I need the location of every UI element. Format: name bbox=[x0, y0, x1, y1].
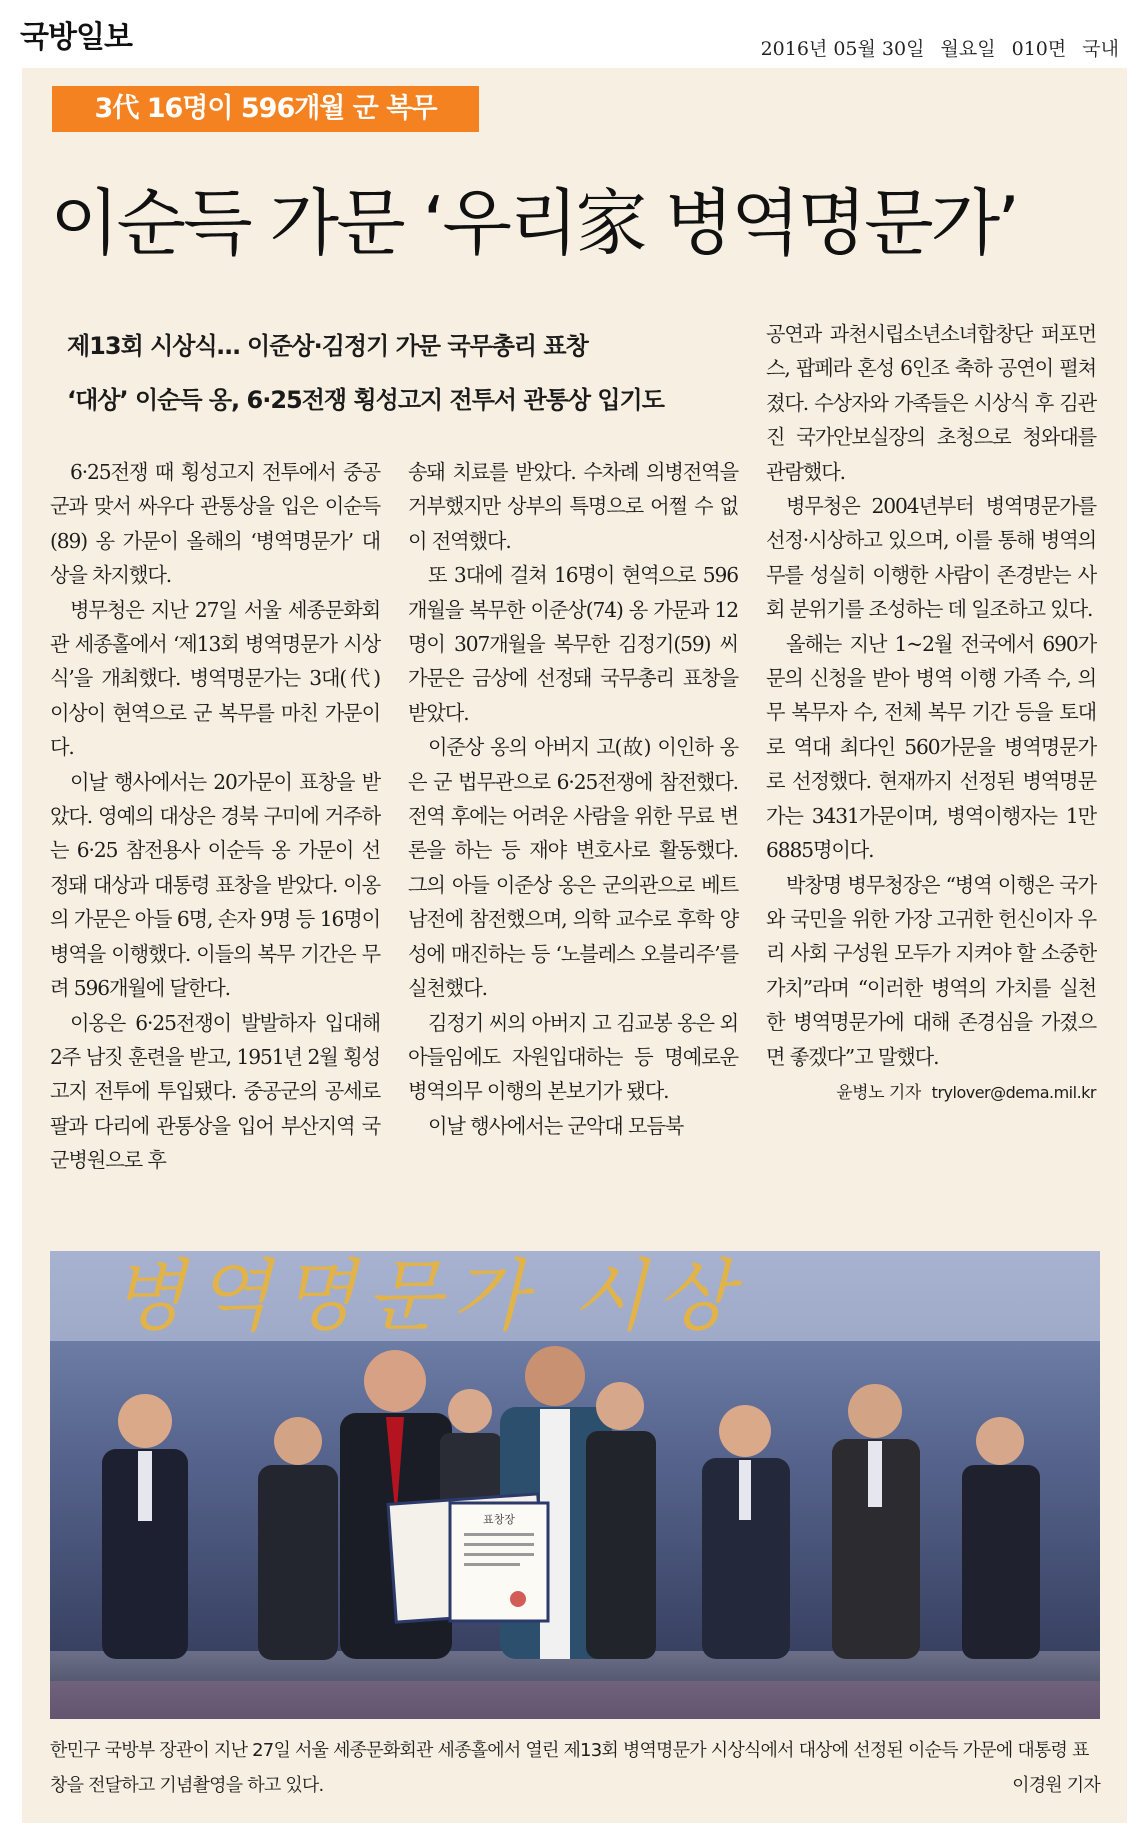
reporter-name: 윤병노 기자 bbox=[836, 1082, 921, 1103]
subheadline-2: ‘대상’ 이순득 옹, 6·25전쟁 횡성고지 전투서 관통상 입기도 bbox=[67, 386, 664, 414]
paragraph: 박창명 병무청장은 “병역 이행은 국가와 국민을 위한 가장 고귀한 헌신이자 우리 사회 구성원 모두가 지켜야 할 소중한 가치”라며 “이러한 병역의 가치를 실천한 병역명문가에 대해 존경심을 가졌으면 좋겠다”고 말했다. bbox=[766, 872, 1096, 1069]
paragraph: 공연과 과천시립소년소녀합창단 퍼포먼스, 팝페라 혼성 6인조 축하 공연이 펼쳐졌다. 수상자와 가족들은 시상식 후 김관진 국가안보실장의 초청으로 청와대를 관람했다. bbox=[766, 322, 1096, 484]
award-certificate bbox=[388, 1494, 548, 1622]
headline: 이순득 가문 ‘우리家 병역명문가’ bbox=[50, 181, 1018, 265]
subheadline-1: 제13회 시상식… 이준상·김정기 가문 국무총리 표창 bbox=[67, 332, 588, 360]
masthead bbox=[0, 0, 1141, 66]
paragraph: 또 3대에 걸쳐 16명이 현역으로 596개월을 복무한 이준상(74) 옹 가문과 12명이 307개월을 복무한 김정기(59) 씨 가문은 금상에 선정돼 국무총리 표창을 받았다. bbox=[408, 563, 738, 725]
stage-banner-text: 병역명문가 시상 bbox=[110, 1252, 743, 1342]
page-number: 010면 bbox=[1011, 38, 1067, 60]
byline bbox=[766, 1076, 1096, 1110]
issue-weekday: 월요일 bbox=[940, 38, 996, 60]
ceremony-photo-illustration bbox=[50, 1251, 1100, 1719]
certificate-title: 표창장 bbox=[483, 1513, 515, 1526]
article-clipping bbox=[22, 68, 1127, 1823]
dateline bbox=[751, 34, 1119, 61]
paragraph: 이날 행사에서는 20가문이 표창을 받았다. 영예의 대상은 경북 구미에 거주하는 6·25 참전용사 이순득 옹 가문이 선정돼 대상과 대통령 표창을 받았다. 이옹의 가문은 아들 6명, 손자 9명 등 16명이 병역을 이행했다. 이들의 복무 기간은 무려 596개월에 달한다. bbox=[50, 769, 380, 1001]
paragraph: 이날 행사에서는 군악대 모듬북 bbox=[428, 1113, 684, 1138]
paragraph: 송돼 치료를 받았다. 수차례 의병전역을 거부했지만 상부의 특명으로 어쩔 수 없이 전역했다. bbox=[408, 460, 738, 553]
reporter-email: trylover@dema.mil.kr bbox=[931, 1082, 1096, 1102]
issue-date: 2016년 05월 30일 bbox=[760, 38, 925, 60]
paragraph: 6·25전쟁 때 횡성고지 전투에서 중공군과 맞서 싸우다 관통상을 입은 이순득(89) 옹 가문이 올해의 ‘병역명문가’ 대상을 차지했다. bbox=[50, 460, 380, 588]
paragraph: 김정기 씨의 아버지 고 김교봉 옹은 외아들임에도 자원입대하는 등 명예로운 병역의무 이행의 본보기가 됐다. bbox=[408, 1010, 738, 1104]
body-column-2 bbox=[408, 455, 738, 1143]
body-column-3 bbox=[766, 317, 1096, 1110]
section-name: 국내 bbox=[1082, 38, 1119, 60]
paragraph: 올해는 지난 1~2월 전국에서 690가문의 신청을 받아 병역 이행 가족 수, 의무 복무자 수, 전체 복무 기간 등을 토대로 역대 최다인 560가문을 병역명문가로 선정했다. 현재까지 선정된 병역명문가는 3431가문이며, 병역이행자는 1만6885명이다. bbox=[766, 631, 1096, 863]
body-column-1 bbox=[50, 455, 380, 1178]
kicker-label: 3代 16명이 596개월 군 복무 bbox=[52, 86, 479, 132]
photo-caption bbox=[50, 1733, 1100, 1803]
ceremony-photo bbox=[50, 1251, 1100, 1719]
paragraph: 병무청은 2004년부터 병역명문가를 선정·시상하고 있으며, 이를 통해 병역의무를 성실히 이행한 사람이 존경받는 사회 분위기를 조성하는 데 일조하고 있다. bbox=[766, 494, 1096, 622]
paragraph: 이준상 옹의 아버지 고(故) 이인하 옹은 군 법무관으로 6·25전쟁에 참전했다. 전역 후에는 어려운 사람을 위한 무료 변론을 하는 등 재야 변호사로 활동했다. 그의 아들 이준상 옹은 군의관으로 베트남전에 참전했으며, 의학 교수로 후학 양성에 매진하는 등 ‘노블레스 오블리주’를 실천했다. bbox=[408, 735, 738, 1001]
newspaper-logo: 국방일보 bbox=[20, 20, 132, 55]
photo-credit: 이경원 기자 bbox=[1012, 1775, 1100, 1796]
caption-text: 한민구 국방부 장관이 지난 27일 서울 세종문화회관 세종홀에서 열린 제13회 병역명문가 시상식에서 대상에 선정된 이순득 가문에 대통령 표창을 전달하고 기념촬영을 하고 있다. bbox=[50, 1740, 1089, 1796]
paragraph: 이옹은 6·25전쟁이 발발하자 입대해 2주 남짓 훈련을 받고, 1951년 2월 횡성고지 전투에 투입됐다. 중공군의 공세로 팔과 다리에 관통상을 입어 부산지역 국군병원으로 후 bbox=[50, 1010, 380, 1173]
paragraph: 병무청은 지난 27일 서울 세종문화회관 세종홀에서 ‘제13회 병역명문가 시상식’을 개최했다. 병역명문가는 3대(代) 이상이 현역으로 군 복무를 마친 가문이다. bbox=[50, 597, 380, 760]
